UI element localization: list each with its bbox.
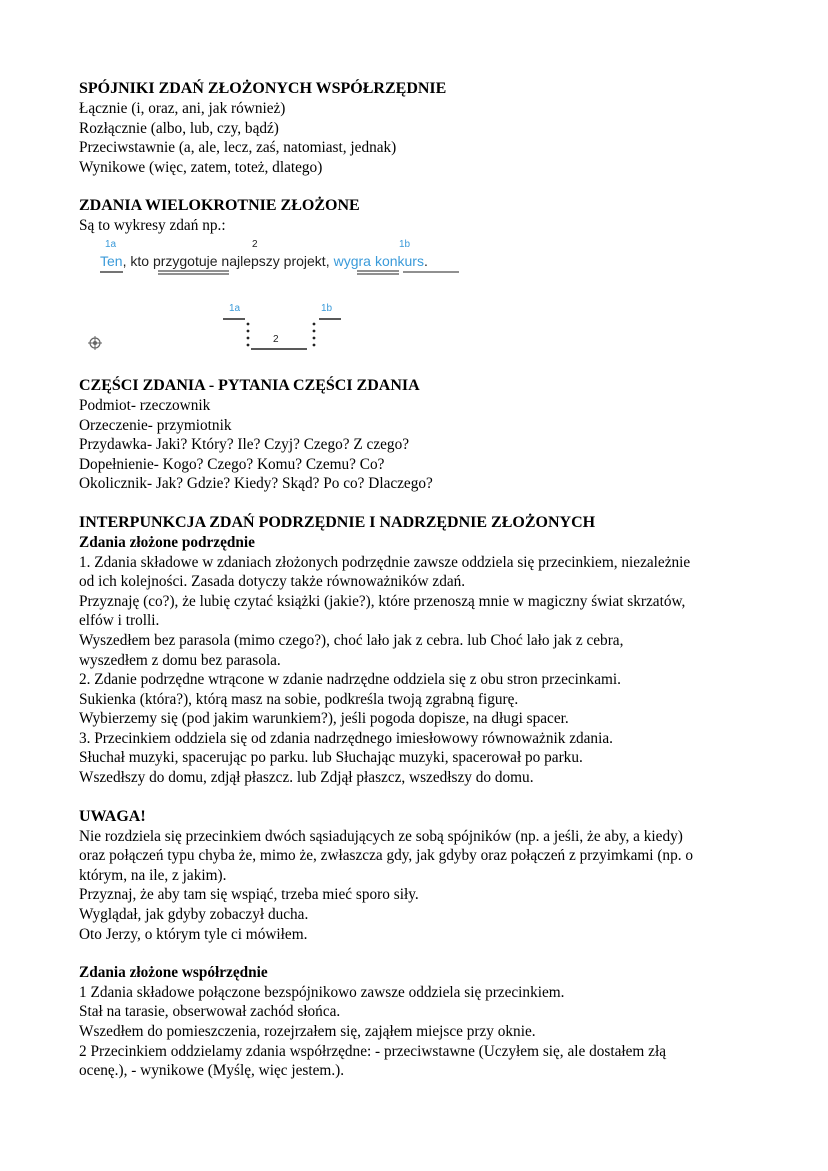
text-line: Wynikowe (więc, zatem, toteż, dlatego): [79, 158, 323, 176]
subheading-podrzednie: Zdania złożone podrzędnie: [79, 533, 255, 551]
text-line: Okolicznik- Jak? Gdzie? Kiedy? Skąd? Po co? Dlaczego?: [79, 475, 433, 493]
text-line: Łącznie (i, oraz, ani, jak również): [79, 100, 286, 117]
scheme-label-2: 2: [273, 333, 279, 345]
text-line: Wybierzemy się (pod jakim warunkiem?), jeśli pogoda dopisze, na długi spacer.: [79, 710, 569, 728]
scheme-label-1b: 1b: [321, 302, 333, 314]
text-line: Wszedłszy do domu, zdjął płaszcz. lub Zdjął płaszcz, wszedłszy do domu.: [79, 769, 534, 787]
scheme-label-1a: 1a: [229, 302, 241, 314]
label-1a: 1a: [105, 238, 117, 250]
text-line: Przydawka- Jaki? Który? Ile? Czyj? Czego? Z czego?: [79, 436, 410, 454]
heading-czesci-zdania: CZĘŚCI ZDANIA - PYTANIA CZĘŚCI ZDANIA: [79, 376, 420, 394]
word-wygra: wygra: [333, 252, 371, 269]
text-line: wyszedłem z domu bez parasola.: [79, 651, 281, 669]
word-ten: Ten: [100, 252, 123, 269]
text-line: Wyszedłem bez parasola (mimo czego?), choć lało jak z cebra. lub Choć lało jak z cebra,: [79, 631, 624, 649]
text-line: Przyznaj, że aby tam się wspiąć, trzeba mieć sporo siły.: [79, 886, 419, 904]
text-line: oraz połączeń typu chyba że, mimo że, zwłaszcza gdy, jak gdyby oraz połączeń z przyimkami (np. o: [79, 847, 694, 865]
subheading-wspolrzednie: Zdania złożone współrzędnie: [79, 964, 268, 982]
heading-wielokrotnie: ZDANIA WIELOKROTNIE ZŁOŻONE: [79, 197, 360, 215]
word-kto: , kto: [122, 252, 153, 269]
heading-uwaga: UWAGA!: [79, 807, 146, 825]
heading-spojniki: SPÓJNIKI ZDAŃ ZŁOŻONYCH WSPÓŁRZĘDNIE: [79, 80, 447, 97]
document-page: [79, 79, 769, 1081]
text-line: Przyznaję (co?), że lubię czytać książki (jakie?), które przenoszą mnie w magiczny świat skrzatów,: [79, 592, 686, 610]
sentence-diagram: [79, 236, 769, 376]
label-1b: 1b: [399, 238, 411, 250]
word-period: .: [423, 252, 428, 269]
text-line: Wszedłem do pomieszczenia, rozejrzałem się, zająłem miejsce przy oknie.: [79, 1023, 536, 1040]
text-line: którym, na ile, z jakim).: [79, 866, 227, 884]
text-line: Nie rozdziela się przecinkiem dwóch sąsiadujących ze sobą spójników (np. a jeśli, że aby, a kiedy): [79, 827, 683, 845]
text-line: Sukienka (która?), którą masz na sobie, podkreśla twoją zgrabną figurę.: [79, 690, 519, 708]
text-line: Orzeczenie- przymiotnik: [79, 416, 232, 434]
gear-icon: [88, 336, 102, 350]
text-line: Oto Jerzy, o którym tyle ci mówiłem.: [79, 925, 308, 943]
example-sentence: [100, 253, 428, 269]
label-2: 2: [252, 238, 258, 250]
text-line: Podmiot- rzeczownik: [79, 396, 211, 414]
text-line: od ich kolejności. Zasada dotyczy także równoważników zdań.: [79, 573, 466, 591]
text-line: Przeciwstawnie (a, ale, lecz, zaś, natomiast, jednak): [79, 139, 397, 157]
text-line: ocenę.), - wynikowe (Myślę, więc jestem.).: [79, 1062, 345, 1080]
heading-interpunkcja: INTERPUNKCJA ZDAŃ PODRZĘDNIE I NADRZĘDNIE ZŁOŻONYCH: [79, 513, 596, 531]
text-line: elfów i trolli.: [79, 612, 160, 630]
text-line: 1 Zdania składowe połączone bezspójnikowo zawsze oddziela się przecinkiem.: [79, 983, 565, 1001]
text-line: 2 Przecinkiem oddzielamy zdania współrzędne: - przeciwstawne (Uczyłem się, ale dostałem złą: [79, 1042, 666, 1060]
word-najlepszy-projekt: najlepszy projekt,: [217, 252, 330, 269]
text-line: Stał na tarasie, obserwował zachód słońca.: [79, 1003, 341, 1021]
text-line: 2. Zdanie podrzędne wtrącone w zdanie nadrzędne oddziela się z obu stron przecinkami.: [79, 671, 621, 689]
text-line: Rozłącznie (albo, lub, czy, bądź): [79, 119, 279, 137]
word-konkurs: konkurs: [374, 252, 424, 269]
word-przygotuje: przygotuje: [152, 252, 218, 269]
text-line: Wyglądał, jak gdyby zobaczył ducha.: [79, 906, 309, 924]
text-line: Dopełnienie- Kogo? Czego? Komu? Czemu? Co?: [79, 455, 385, 473]
sentence-diagram-svg: [79, 236, 769, 376]
text-line: Są to wykresy zdań np.:: [79, 217, 226, 235]
text-line: 3. Przecinkiem oddziela się od zdania nadrzędnego imiesłowowy równoważnik zdania.: [79, 729, 613, 747]
scheme-dots: [247, 323, 316, 347]
text-line: Słuchał muzyki, spacerując po parku. lub Słuchając muzyki, spacerował po parku.: [79, 749, 583, 767]
text-line: 1. Zdania składowe w zdaniach złożonych podrzędnie zawsze oddziela się przecinkiem, niezależnie: [79, 553, 691, 571]
